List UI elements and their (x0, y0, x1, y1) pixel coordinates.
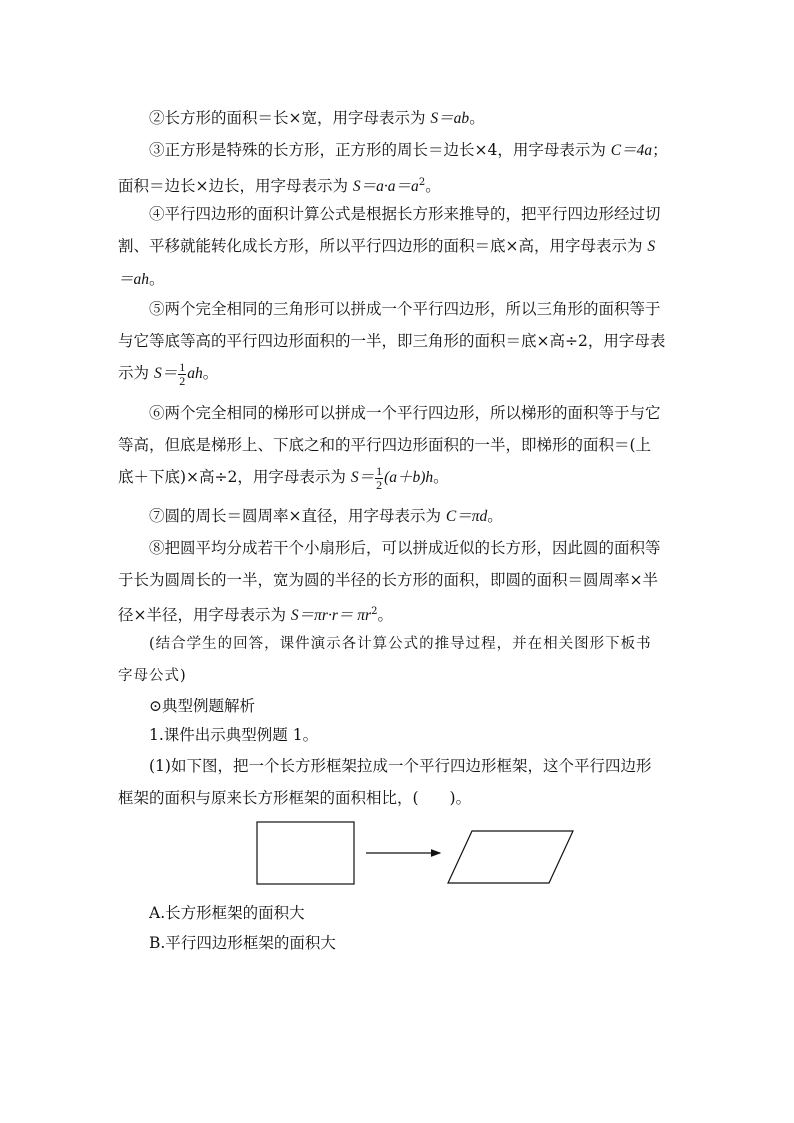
rectangle-frame (257, 822, 354, 884)
paragraph-rectangle-area: ②长方形的面积＝长×宽，用字母表示为 S＝ab。 (149, 109, 485, 127)
paragraph-circle-area: ⑧把圆平均分成若干个小扇形后，可以拼成近似的长方形，因此圆的面积等 于长为圆周长的一半，宽为圆的半径的长方形的面积，即圆的面积＝圆周率×半 径×半径，用字母表示为 $S=\pi r\cdot r= \pi r^2$。 (118, 539, 661, 625)
question-text: (1)如下图，把一个长方形框架拉成一个平行四边形框架，这个平行四边形 框架的面积与原来长方形框架的面积相比，( )。 (118, 757, 652, 807)
paragraph-circle-circumference: ⑦圆的周长＝圆周率×直径，用字母表示为 C＝πd。 (149, 507, 503, 525)
option-b: B.平行四边形框架的面积大 (149, 934, 336, 952)
option-a: A.长方形框架的面积大 (149, 904, 305, 922)
paragraph-trapezoid: ⑥两个完全相同的梯形可以拼成一个平行四边形，所以梯形的面积等于与它 等高，但底是梯形上、下底之和的平行四边形面积的一半，即梯形的面积＝(上 底＋下底)×高÷2，用字母表示为 S＝ $\frac{1}{2}$ (a＋b)h。 (118, 404, 661, 492)
formula: S＝a·a＝a (352, 178, 419, 196)
formula: C＝πd (445, 508, 488, 525)
parallelogram-frame (448, 831, 573, 883)
paragraph-triangle: ⑤两个完全相同的三角形可以拼成一个平行四边形，所以三角形的面积等于 与它等底等高的平行四边形面积的一半，即三角形的面积＝底×高÷2，用字母表 示为 S＝ $\frac{1}{2}$ ah。 (118, 300, 666, 388)
paragraph-square: ③正方形是特殊的长方形，正方形的周长＝边长×4，用字母表示为 C＝4a； 面积＝边长×边长，用字母表示为 $S=a\cdot a=a^2$。 (118, 141, 668, 196)
fraction: $\frac{1}{2}$ (179, 359, 186, 388)
formula: S＝ab (430, 110, 470, 127)
section-heading: ⊙典型例题解析 (149, 697, 255, 715)
formula: C＝4a (610, 142, 653, 159)
fraction: $\frac{1}{2}$ (376, 463, 383, 492)
teaching-note: (结合学生的回答，课件演示各计算公式的推导过程，并在相关图形下板书 字母公式) (118, 636, 652, 684)
paragraph-parallelogram: ④平行四边形的面积计算公式是根据长方形来推导的，把平行四边形经过切 割、平移就能转化成长方形，所以平行四边形的面积＝底×高，用字母表示为 S ＝ah。 (118, 205, 661, 288)
example-title: 1.课件出示典型例题 1。 (149, 726, 319, 744)
